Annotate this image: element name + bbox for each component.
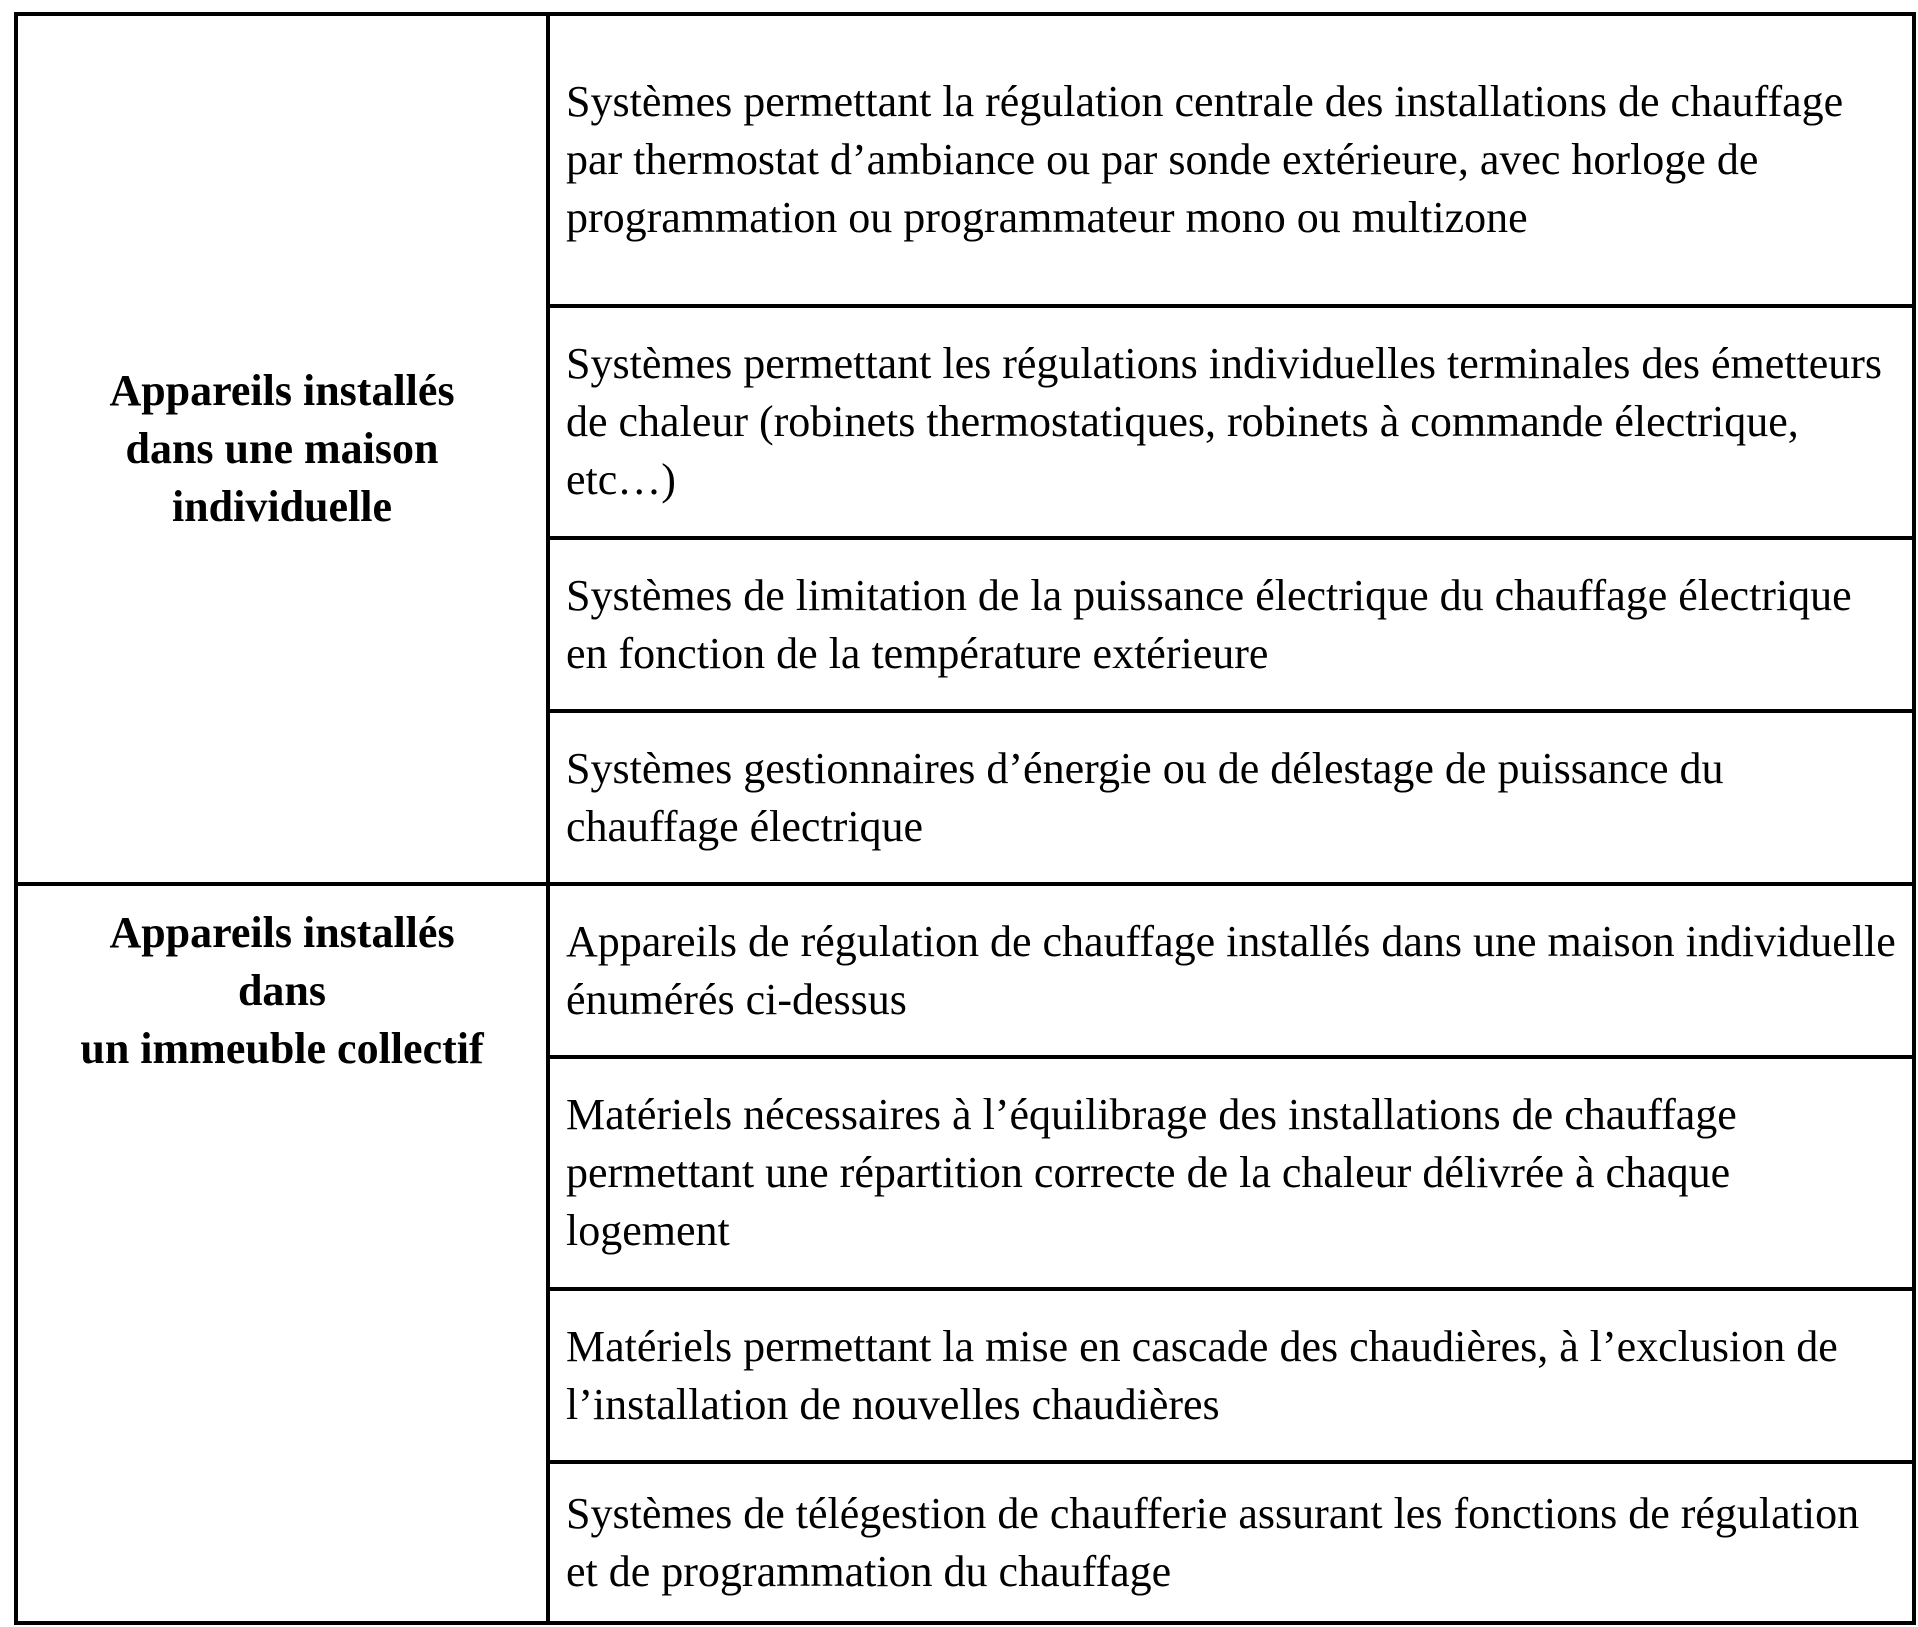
group-label-line: Appareils installés bbox=[109, 908, 455, 957]
table-row bbox=[16, 14, 1914, 306]
group-label-line: dans une maison bbox=[125, 424, 439, 473]
group-label-line: un immeuble collectif bbox=[80, 1024, 484, 1073]
group-label-maison-individuelle bbox=[16, 14, 548, 884]
item-limitation-puissance: Systèmes de limitation de la puissance électrique du chauffage électrique en fonction de la température extérieure bbox=[548, 538, 1914, 711]
group-label-line: individuelle bbox=[171, 482, 393, 531]
table-row bbox=[16, 884, 1914, 1057]
item-equilibrage: Matériels nécessaires à l’équilibrage des installations de chauffage permettant une répartition correcte de la chaleur délivrée à chaque logement bbox=[548, 1057, 1914, 1289]
group-label-line: dans bbox=[237, 966, 327, 1015]
item-regulations-individuelles: Systèmes permettant les régulations individuelles terminales des émetteurs de chaleur (robinets thermostatiques, robinets à commande électrique, etc…) bbox=[548, 306, 1914, 538]
item-gestionnaires-energie: Systèmes gestionnaires d’énergie ou de délestage de puissance du chauffage électrique bbox=[548, 711, 1914, 884]
group-label-line: Appareils installés bbox=[109, 366, 455, 415]
group-label-immeuble-collectif bbox=[16, 884, 548, 1623]
equipment-table bbox=[14, 12, 1916, 1625]
item-regulation-centrale: Systèmes permettant la régulation centrale des installations de chauffage par thermostat d’ambiance ou par sonde extérieure, avec horloge de programmation ou programmateur mono ou multizone bbox=[548, 14, 1914, 306]
item-appareils-regulation: Appareils de régulation de chauffage installés dans une maison individuelle énumérés ci-dessus bbox=[548, 884, 1914, 1057]
item-telegestion: Systèmes de télégestion de chaufferie assurant les fonctions de régulation et de programmation du chauffage bbox=[548, 1462, 1914, 1623]
item-cascade-chaudieres: Matériels permettant la mise en cascade des chaudières, à l’exclusion de l’installation de nouvelles chaudières bbox=[548, 1289, 1914, 1462]
